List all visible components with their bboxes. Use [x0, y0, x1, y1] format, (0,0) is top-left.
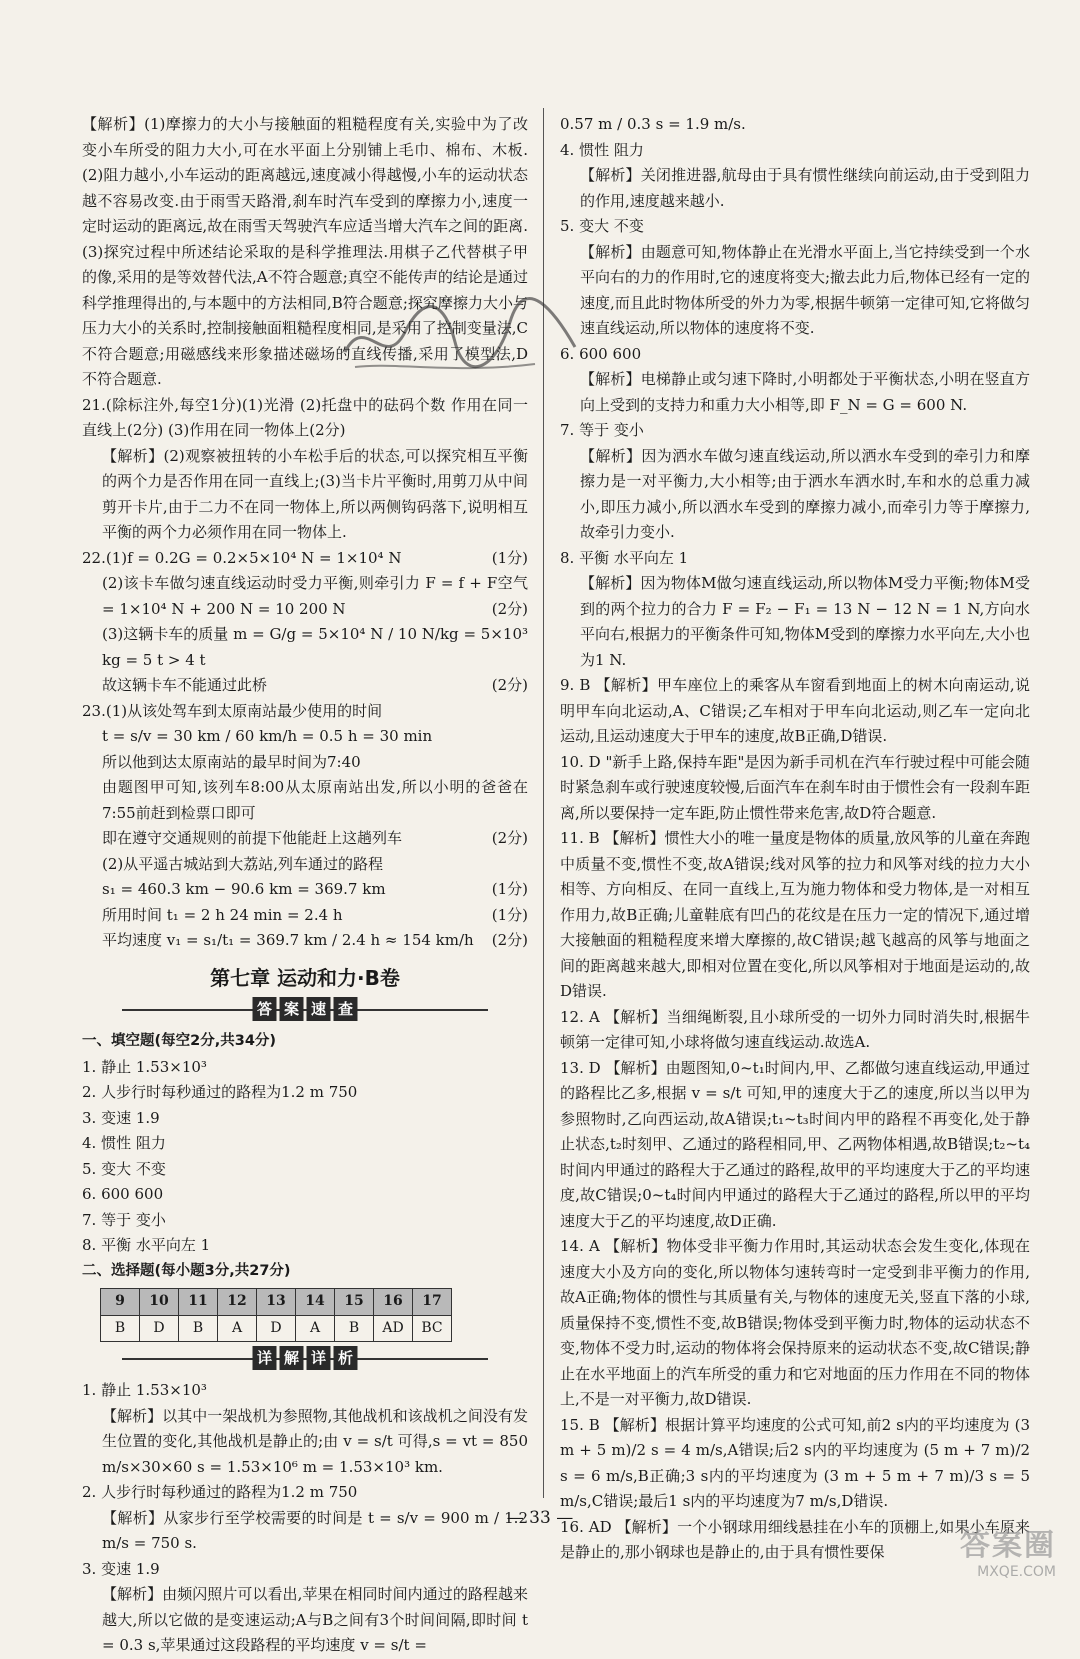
answer-22-2-text: (2)该卡车做匀速直线运动时受力平衡,则牵引力 F = f + F空气 = 1×10⁴ N + 200 N = 10 200 N	[102, 574, 528, 618]
detail-3-result: 0.57 m / 0.3 s = 1.9 m/s.	[560, 115, 746, 133]
detail-4: 4. 惯性 阻力	[560, 140, 644, 159]
table-cell: 10	[140, 1289, 179, 1316]
score: (2分)	[491, 599, 528, 618]
answer-23-8-text: 所用时间 t₁ = 2 h 24 min = 2.4 h	[102, 905, 343, 924]
detail-4-analysis: 【解析】关闭推进器,航母由于具有惯性继续向前运动,由于受到阻力的作用,速度越来越小.	[580, 166, 1030, 210]
answer-23-5	[82, 826, 528, 852]
answer-23-7	[82, 877, 528, 903]
table-cell: AD	[374, 1315, 413, 1342]
watermark-url: MXQE.COM	[977, 1564, 1056, 1580]
banner-chip: 详	[307, 1346, 331, 1370]
right-column	[560, 112, 1030, 1566]
answer-23-4: 由题图甲可知,该列车8:00从太原南站出发,所以小明的爸爸在7:55前赶到检票口即可	[102, 778, 528, 822]
section-choice-title: 二、选择题(每小题3分,共27分)	[82, 1262, 291, 1279]
banner-chips	[253, 1346, 358, 1370]
table-header-row	[101, 1289, 452, 1316]
detail-8-analysis: 【解析】因为物体M做匀速直线运动,所以物体M受力平衡;物体M受到的两个拉力的合力 F = F₂ − F₁ = 13 N − 12 N = 1 N,方向水平向右,根据力的平衡条件可知,物体M受到的摩擦力水平向左,大小也为1 N.	[580, 574, 1030, 669]
detailed-analysis-banner	[82, 1346, 528, 1372]
score: (2分)	[491, 676, 528, 694]
detail-11: 11. B 【解析】惯性大小的唯一量度是物体的质量,放风筝的儿童在奔跑中质量不变,惯性不变,故A错误;线对风筝的拉力和风筝对线的拉力大小相等、方向相反、在同一直线上,互为施力物体和受力物体,是一对相互作用力,故B正确;儿童鞋底有凹凸的花纹是在压力一定的情况下,通过增大接触面的粗糙程度来增大摩擦的,故C错误;越飞越高的风筝与地面之间的距离越来越大,即相对位置在变化,所以风筝相对于地面是运动的,故D错误.	[560, 829, 1030, 1000]
analysis-20: 【解析】(1)摩擦力的大小与接触面的粗糙程度有关,实验中为了改变小车所受的阻力大小,可在水平面上分别铺上毛巾、棉布、木板.(2)阻力越小,小车运动的距离越远,速度减小得越慢,小车的运动状态越不容易改变.由于雨雪天路滑,刹车时汽车受到的摩擦力小,速度一定时运动的距离远,故在雨雪天驾驶汽车应适当增大汽车之间的距离.(3)探究过程中所述结论采取的是科学推理法.用棋子乙代替棋子甲的像,采用的是等效替代法,A不符合题意;真空不能传声的结论是通过科学推理得出的,与本题中的方法相同,B符合题意;探究摩擦力大小与压力大小的关系时,控制接触面粗糙程度相同,是采用了控制变量法,C不符合题意;用磁感线来形象描述磁场的直线传播,采用了模型法,D不符合题意.	[82, 115, 528, 388]
detail-3-analysis: 【解析】由频闪照片可以看出,苹果在相同时间内通过的路程越来越大,所以它做的是变速运动;A与B之间有3个时间间隔,即时间 t = 0.3 s,苹果通过这段路程的平均速度 v = s/t =	[102, 1585, 528, 1654]
table-cell: 12	[218, 1289, 257, 1316]
banner-chip: 查	[334, 997, 358, 1021]
page-number: — 33 —	[506, 1508, 574, 1528]
banner-chip: 速	[307, 997, 331, 1021]
banner-chips	[253, 997, 358, 1021]
fill-answer: 6. 600 600	[82, 1185, 164, 1203]
detail-14: 14. A 【解析】物体受非平衡力作用时,其运动状态会发生变化,体现在速度大小及方向的变化,所以物体匀速转弯时一定受到非平衡力的作用,故A正确;物体的惯性与其质量有关,与物体的速度无关,竖直下落的小球,质量保持不变,惯性不变,故B错误;物体受到平衡力时,物体的运动状态不变,物体不受力时,运动的物体将会保持原来的运动状态不变,故C错误;静止在水平地面上的汽车所受的重力和它对地面的压力作用在不同的物体上,不是一对平衡力,故D错误.	[560, 1237, 1030, 1408]
detail-7-analysis: 【解析】因为洒水车做匀速直线运动,所以洒水车受到的牵引力和摩擦力是一对平衡力,大小相等;由于洒水车洒水时,车和水的总重力减小,即压力减小,所以洒水车受到的摩擦力减小,而牵引力等于摩擦力,故牵引力变小.	[580, 446, 1030, 541]
table-cell: A	[296, 1315, 335, 1342]
detail-16: 16. AD 【解析】一个小钢球用细线悬挂在小车的顶棚上,如果小车原来是静止的,那小钢球也是静止的,由于具有惯性要保	[560, 1517, 1030, 1561]
table-cell: 16	[374, 1289, 413, 1316]
detail-7: 7. 等于 变小	[560, 421, 644, 439]
table-cell: 17	[413, 1289, 452, 1316]
answer-22-1	[82, 546, 528, 572]
answer-23-2: t = s/v = 30 km / 60 km/h = 0.5 h = 30 min	[102, 727, 433, 745]
table-cell: 9	[101, 1289, 140, 1316]
answer-23-6: (2)从平遥古城站到大荔站,列车通过的路程	[102, 854, 384, 873]
score: (1分)	[491, 880, 528, 898]
chapter-title: 第七章 运动和力·B卷	[210, 965, 400, 990]
choice-answer-table	[100, 1288, 452, 1342]
fill-answer: 7. 等于 变小	[82, 1210, 166, 1229]
table-cell: 14	[296, 1289, 335, 1316]
fill-answer: 5. 变大 不变	[82, 1159, 166, 1178]
analysis-21: 【解析】(2)观察被扭转的小车松手后的状态,可以探究相互平衡的两个力是否作用在同一直线上;(3)当卡片平衡时,用剪刀从中间剪开卡片,由于二力不在同一物体上,所以两侧钩码落下,说明相互平衡的两个力必须作用在同一物体上.	[102, 446, 528, 541]
detail-2-analysis: 【解析】从家步行至学校需要的时间是 t = s/v = 900 m / 1.2 m/s = 750 s.	[102, 1508, 528, 1552]
fill-answer: 8. 平衡 水平向左 1	[82, 1236, 211, 1254]
detail-13: 13. D 【解析】由题图知,0~t₁时间内,甲、乙都做匀速直线运动,甲通过的路程比乙多,根据 v = s/t 可知,甲的速度大于乙的速度,所以当以甲为参照物时,乙向西运动,故A错误;t₁~t₃时间内甲的路程不再变化,处于静止状态,t₂时刻甲、乙通过的路程相同,甲、乙两物体相遇,故B错误;t₂~t₄时间内甲通过的路程大于乙通过的路程,故甲的平均速度大于乙的平均速度,故C错误;0~t₄时间内甲通过的路程大于乙通过的路程,所以甲的平均速度大于乙的平均速度,故D正确.	[560, 1058, 1030, 1230]
score: (2分)	[491, 931, 528, 949]
answer-22-3: (3)这辆卡车的质量 m = G/g = 5×10⁴ N / 10 N/kg = 5×10³ kg = 5 t > 4 t	[102, 625, 528, 669]
detail-3: 3. 变速 1.9	[82, 1559, 160, 1578]
answer-22-3b-text: 故这辆卡车不能通过此桥	[102, 676, 268, 694]
answer-21: 21.(除标注外,每空1分)(1)光滑 (2)托盘中的砝码个数 作用在同一直线上(2分) (3)作用在同一物体上(2分)	[82, 395, 528, 439]
fill-answer: 1. 静止 1.53×10³	[82, 1057, 207, 1076]
answer-23-5-text: 即在遵守交通规则的前提下他能赶上这趟列车	[102, 829, 403, 847]
detail-15: 15. B 【解析】根据计算平均速度的公式可知,前2 s内的平均速度为 (3 m + 5 m)/2 s = 4 m/s,A错误;后2 s内的平均速度为 (5 m + 7 m)/2 s = 6 m/s,B正确;3 s内的平均速度为 (3 m + 5 m + 7 m)/3 s = 5 m/s,C错误;最后1 s内的平均速度为7 m/s,D错误.	[560, 1415, 1030, 1510]
answer-22-3b	[82, 673, 528, 699]
table-cell: B	[335, 1315, 374, 1342]
answer-23-9-text: 平均速度 v₁ = s₁/t₁ = 369.7 km / 2.4 h ≈ 154 km/h	[102, 931, 474, 949]
answer-22-2	[82, 571, 528, 622]
detail-5-analysis: 【解析】由题意可知,物体静止在光滑水平面上,当它持续受到一个水平向右的力的作用时,它的速度将变大;撤去此力后,物体已经有一定的速度,而且此时物体所受的外力为零,根据牛顿第一定律可知,它将做匀速直线运动,所以物体的速度将不变.	[580, 242, 1030, 337]
table-cell: D	[257, 1315, 296, 1342]
banner-chip: 答	[253, 997, 277, 1021]
answer-23-1: 23.(1)从该处驾车到太原南站最少使用的时间	[82, 701, 383, 720]
score: (1分)	[491, 905, 528, 924]
watermark-logo: 答案圈	[960, 1528, 1056, 1563]
fill-answer: 4. 惯性 阻力	[82, 1134, 166, 1152]
table-cell: 11	[179, 1289, 218, 1316]
answer-23-9	[82, 928, 528, 954]
detail-1-analysis: 【解析】以其中一架战机为参照物,其他战机和该战机之间没有发生位置的变化,其他战机是静止的;由 v = s/t 可得,s = vt = 850 m/s×30×60 s = 1.53×10⁶ m = 1.53×10³ km.	[102, 1406, 528, 1476]
table-cell: BC	[413, 1315, 452, 1342]
fill-answer: 3. 变速 1.9	[82, 1108, 160, 1127]
detail-8: 8. 平衡 水平向左 1	[560, 548, 689, 567]
banner-chip: 解	[280, 1346, 304, 1370]
section-fill-blank-title: 一、填空题(每空2分,共34分)	[82, 1033, 277, 1049]
detail-2: 2. 人步行时每秒通过的路程为1.2 m 750	[82, 1483, 358, 1501]
answer-22-1-text: 22.(1)f = 0.2G = 0.2×5×10⁴ N = 1×10⁴ N	[82, 548, 402, 567]
detail-5: 5. 变大 不变	[560, 217, 644, 235]
detail-1: 1. 静止 1.53×10³	[82, 1381, 207, 1399]
site-watermark	[886, 1520, 1056, 1580]
table-cell: 13	[257, 1289, 296, 1316]
detail-9: 9. B 【解析】甲车座位上的乘客从车窗看到地面上的树木向南运动,说明甲车向北运动,A、C错误;乙车相对于甲车向北运动,则乙车一定向北运动,且运动速度大于甲车的速度,故B正确,D错误.	[560, 676, 1030, 745]
table-cell: D	[140, 1315, 179, 1342]
detail-12: 12. A 【解析】当细绳断裂,且小球所受的一切外力同时消失时,根据牛顿第一定律可知,小球将做匀速直线运动.故选A.	[560, 1007, 1030, 1051]
left-column	[82, 112, 528, 1659]
banner-chip: 案	[280, 997, 304, 1021]
table-cell: B	[101, 1315, 140, 1342]
banner-chip: 析	[334, 1346, 358, 1370]
table-cell: A	[218, 1315, 257, 1342]
fill-answer: 2. 人步行时每秒通过的路程为1.2 m 750	[82, 1083, 358, 1101]
answer-23-8	[82, 903, 528, 929]
banner-chip: 详	[253, 1346, 277, 1370]
column-divider	[543, 108, 544, 1498]
answer-23-7-text: s₁ = 460.3 km − 90.6 km = 369.7 km	[102, 880, 386, 898]
answer-quick-check-banner	[82, 997, 528, 1023]
table-cell: B	[179, 1315, 218, 1342]
answer-23-3: 所以他到达太原南站的最早时间为7:40	[102, 752, 361, 771]
table-row	[101, 1315, 452, 1342]
detail-10: 10. D "新手上路,保持车距"是因为新手司机在汽车行驶过程中可能会随时紧急刹车或行驶速度较慢,后面汽车在刹车时由于惯性会有一段刹车距离,所以要保持一定车距,防止惯性带来危害,故D符合题意.	[560, 752, 1030, 822]
detail-6-analysis: 【解析】电梯静止或匀速下降时,小明都处于平衡状态,小明在竖直方向上受到的支持力和重力大小相等,即 F_N = G = 600 N.	[580, 370, 1030, 414]
detail-6: 6. 600 600	[560, 344, 642, 363]
table-cell: 15	[335, 1289, 374, 1316]
score: (1分)	[491, 548, 528, 567]
score: (2分)	[491, 829, 528, 847]
